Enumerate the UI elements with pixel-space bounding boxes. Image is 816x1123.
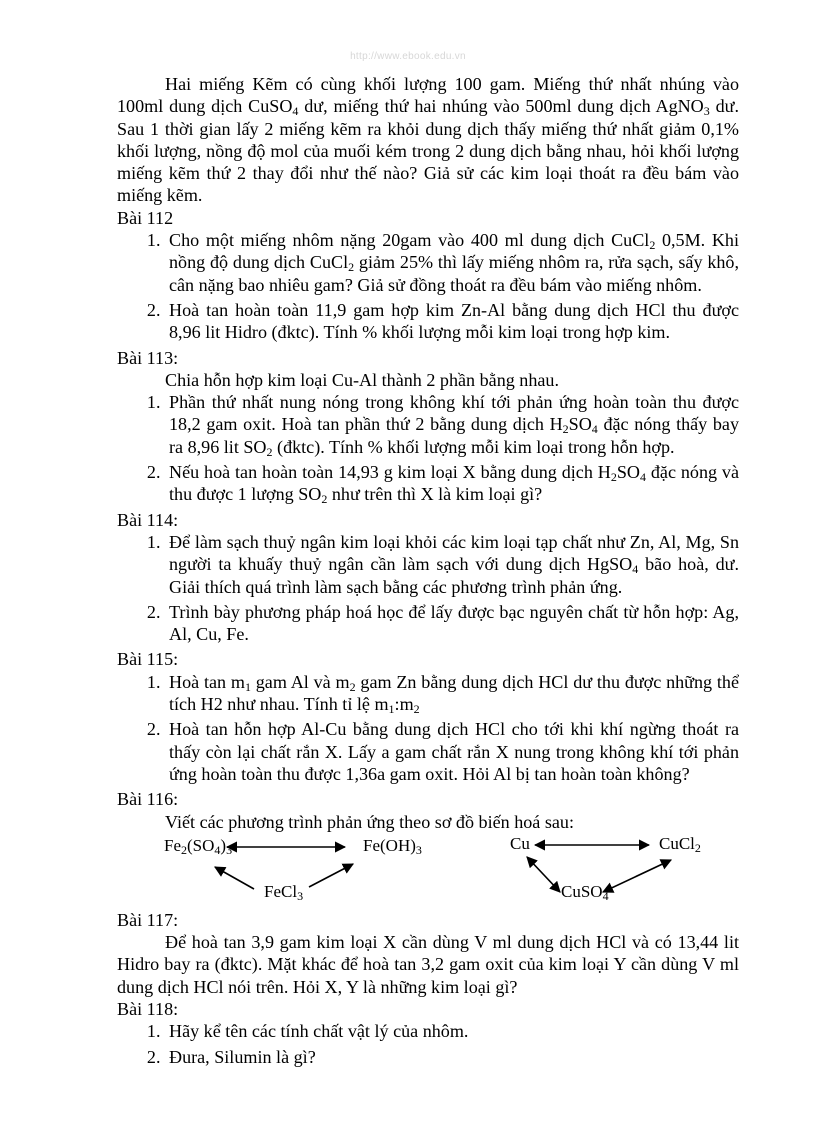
- exercise-117-heading: Bài 117:: [117, 909, 179, 930]
- exercise-118-list: [117, 1020, 739, 1068]
- exercise-112-item-1: 1. Cho một miếng nhôm nặng 20gam vào 400 ml dung dịch CuCl$_2$ 0,5M. Khi nồng độ dung dịch CuCl$_2$ giảm 25% thì lấy miếng nhôm ra, rửa sạch, sấy khô, cân nặng bao nhiêu gam? Giả sử đồng thoát ra đều bám vào miếng nhôm.: [165, 229, 739, 296]
- exercise-118-item-1: 1. Hãy kể tên các tính chất vật lý của nhôm.: [165, 1020, 739, 1042]
- document-content: [117, 73, 739, 1071]
- compound-fe2so43: $Fe_2(SO_4)_3$: [164, 835, 233, 857]
- exercise-112-list: [117, 229, 739, 343]
- arrow-cu-cuso4: [527, 857, 560, 892]
- compound-feoh3: $Fe(OH)_3$: [363, 835, 422, 857]
- transformation-diagram: [117, 833, 739, 909]
- intro-paragraph: Hai miếng Kẽm có cùng khối lượng 100 gam. Miếng thứ nhất nhúng vào 100ml dung dịch CuSO$_4$ dư, miếng thứ hai nhúng vào 500ml dung dịch AgNO$_3$ dư. Sau 1 thời gian lấy 2 miếng kẽm ra khỏi dung dịch thấy miếng thứ nhất giảm 0,1% khối lượng, nồng độ mol của muối kém trong 2 dung dịch bằng nhau, hỏi khối lượng miếng kẽm thứ 2 thay đổi như thế nào? Giả sử các kim loại thoát ra đều bám vào miếng kẽm.: [117, 74, 739, 206]
- exercise-115-item-2: 2. Hoà tan hỗn hợp Al-Cu bằng dung dịch HCl cho tới khi khí ngừng thoát ra thấy còn lại chất rắn X. Lấy a gam chất rắn X nung trong không khí tới phản ứng hoàn toàn thu được 1,36a gam oxit. Hỏi Al bị tan hoàn toàn không?: [165, 718, 739, 785]
- exercise-113-item-2: 2. Nếu hoà tan hoàn toàn 14,93 g kim loại X bằng dung dịch $H_2SO_4$ đặc nóng và thu được 1 lượng $SO_2$ như trên thì X là kim loại gì?: [165, 461, 739, 506]
- exercise-113-heading: Bài 113:: [117, 347, 179, 368]
- exercise-114-heading: Bài 114:: [117, 509, 179, 530]
- exercise-116-heading: Bài 116:: [117, 789, 179, 810]
- exercise-112-item-2: 2. Hoà tan hoàn toàn 11,9 gam hợp kim Zn-Al bằng dung dịch HCl thu được 8,96 lit Hidro (đktc). Tính % khối lượng mỗi kim loại trong hợp kim.: [165, 299, 739, 344]
- exercise-112-heading: Bài 112: [117, 207, 174, 228]
- exercise-114-list: [117, 531, 739, 645]
- compound-fecl3: FeCl$_3$: [264, 881, 304, 903]
- exercise-113-intro: Chia hỗn hợp kim loại Cu-Al thành 2 phần bằng nhau.: [165, 369, 560, 390]
- watermark: http://www.ebook.edu.vn: [350, 51, 466, 62]
- arrow-cuso4-cucl2: [603, 860, 671, 892]
- compound-cucl2: CuCl$_2$: [659, 833, 701, 855]
- exercise-114-item-2: 2. Trình bày phương pháp hoá học để lấy được bạc nguyên chất từ hỗn hợp: Ag, Al, Cu, Fe.: [165, 601, 739, 646]
- arrow-fecl3-feoh3: [309, 864, 353, 887]
- arrow-fecl3-fe2so43: [215, 867, 254, 889]
- exercise-115-list: [117, 671, 739, 785]
- exercise-115-item-1: 1. Hoà $\tan m_1$ gam Al và $m_2$ gam Zn bằng dung dịch HCl dư thu được những thể tích H2 như nhau. Tính tỉ lệ $m_1:m_2$: [165, 671, 739, 716]
- exercise-115-heading: Bài 115:: [117, 649, 179, 670]
- compound-cu: Cu: [510, 833, 530, 853]
- exercise-118-item-2: 2. Đura, Silumin là gì?: [165, 1046, 739, 1068]
- exercise-118-heading: Bài 118:: [117, 998, 179, 1019]
- exercise-116-intro: Viết các phương trình phản ứng theo sơ đồ biến hoá sau:: [165, 811, 574, 832]
- exercise-113-item-1: 1. Phần thứ nhất nung nóng trong không khí tới phản ứng hoàn toàn thu được 18,2 gam oxit. Hoà tan phần thứ 2 bằng dung dịch $H_2SO_4$ đặc nóng thấy bay ra 8,96 lit $SO_2$ (đktc). Tính % khối lượng mỗi kim loại trong hỗn hợp.: [165, 391, 739, 458]
- compound-cuso4: CuSO$_4$: [561, 881, 609, 903]
- exercise-113-list: [117, 391, 739, 505]
- exercise-114-item-1: 1. Để làm sạch thuỷ ngân kim loại khỏi các kim loại tạp chất như Zn, Al, Mg, Sn người ta khuấy thuỷ ngân cần làm sạch với dung dịch HgSO$_4$ bão hoà, dư. Giải thích quá trình làm sạch bằng các phương trình phản ứng.: [165, 531, 739, 598]
- exercise-117-text: Để hoà tan 3,9 gam kim loại X cần dùng V ml dung dịch HCl và có 13,44 lit Hidro bay ra (đktc). Mặt khác để hoà tan 3,2 gam oxit của kim loại Y cần dùng V ml dung dịch HCl nói trên. Hỏi X, Y là những kim loại gì?: [117, 932, 739, 997]
